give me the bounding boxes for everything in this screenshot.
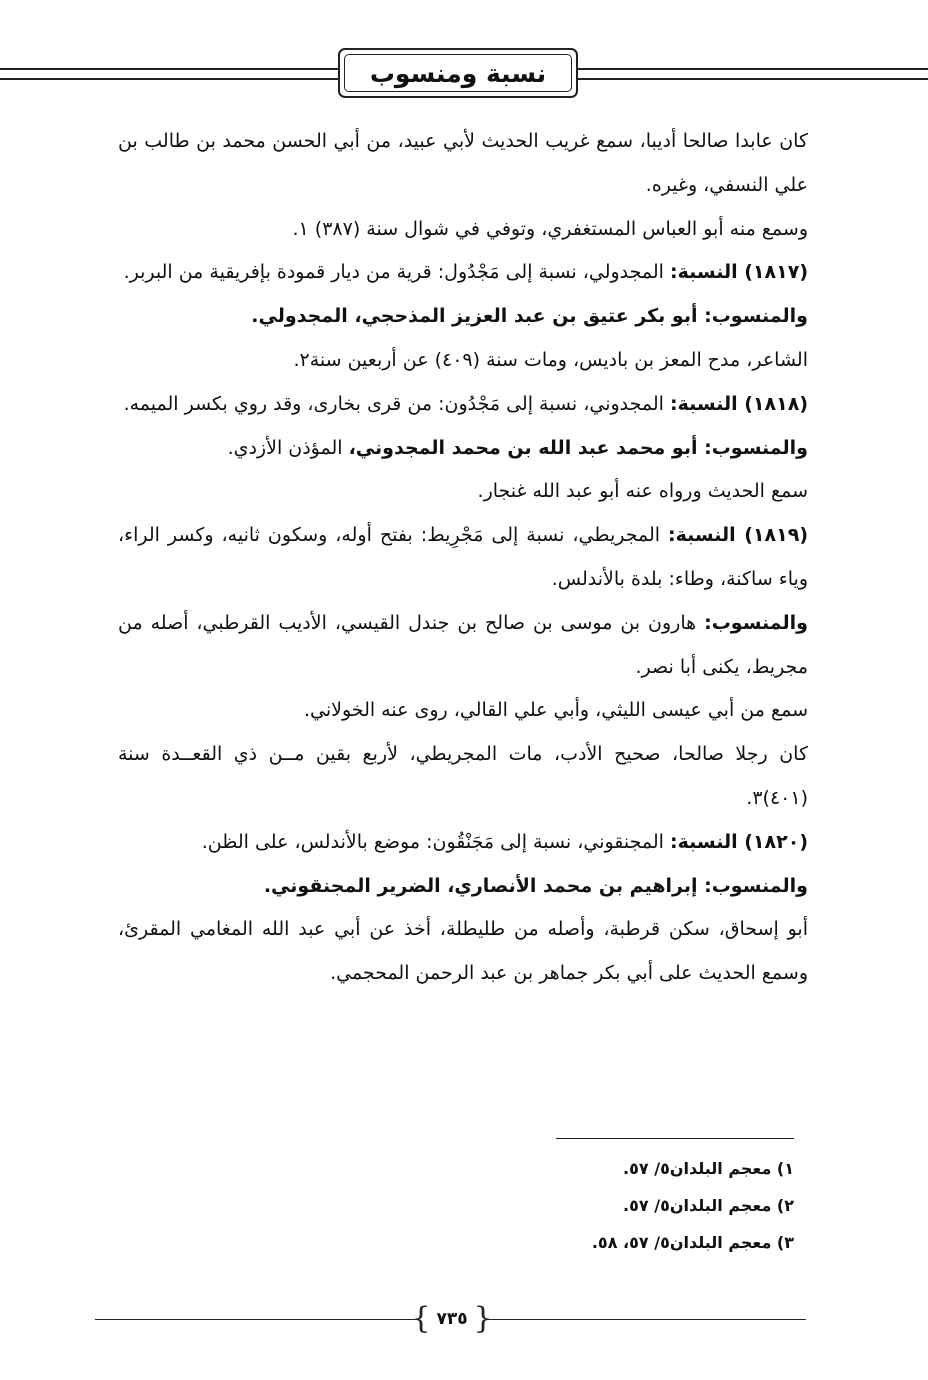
entry-1818-nisba [118, 383, 808, 427]
footnote: ٢) معجم البلدان٥/ ٥٧. [623, 1196, 794, 1215]
entry-text: المجدولي، نسبة إلى مَجْدُول: قرية من ديار قمودة بإفريقية من البربر. [123, 261, 670, 284]
entry-1817-mansub [118, 295, 808, 339]
entry-label: والمنسوب: إبراهيم بن محمد الأنصاري، الضرير المجنقوني. [263, 874, 808, 897]
entry-label: والمنسوب: أبو محمد عبد الله بن محمد المجدوني، [348, 436, 808, 459]
entry-label: (١٨٢٠) النسبة: [670, 830, 808, 853]
entry-text: المجدوني، نسبة إلى مَجْدُون: من قرى بخارى، وقد روي بكسر الميمه. [123, 392, 670, 415]
header-rule-left [0, 68, 340, 80]
entry-text: المؤذن الأزدي. [227, 436, 349, 459]
entry-text: هارون بن موسى بن صالح بن جندل القيسي، الأديب القرطبي، أصله من مجريط، يكنى أبا نصر. [118, 611, 808, 678]
entry-label: (١٨١٧) النسبة: [670, 261, 808, 284]
entry-label: والمنسوب: أبو بكر عتيق بن عبد العزيز المذحجي، المجدولي. [251, 305, 808, 328]
entry-label: (١٨١٨) النسبة: [670, 392, 808, 415]
footer-rule-right [488, 1319, 806, 1320]
entry-text: المجنقوني، نسبة إلى مَجَنْقُون: موضع بالأندلس، على الظن. [201, 830, 670, 853]
paragraph: أبو إسحاق، سكن قرطبة، وأصله من طليطلة، أخذ عن أبي عبد الله المغامي المقرئ، وسمع الحديث على أبي بكر جماهر بن عبد الرحمن المحجمي. [118, 918, 808, 985]
entry-1819-mansub [118, 602, 808, 690]
header-title: نسبة ومنسوب [369, 58, 547, 88]
header-title-box [338, 48, 578, 98]
entry-1820-mansub [118, 865, 808, 909]
brace-open-icon: { [411, 1301, 431, 1336]
page-number-box [412, 1300, 492, 1338]
entry-1820-nisba [118, 821, 808, 865]
page-number: ٧٣٥ [436, 1309, 468, 1329]
brace-close-icon: } [473, 1301, 493, 1336]
body-text [118, 120, 808, 996]
entry-1819-nisba [118, 514, 808, 602]
header-title-box-inner [344, 54, 572, 92]
footer-rule-left [95, 1319, 415, 1320]
entry-label: والمنسوب: [704, 611, 808, 634]
paragraph: سمع الحديث ورواه عنه أبو عبد الله غنجار. [477, 480, 808, 503]
entry-label: (١٨١٩) النسبة: [668, 524, 808, 547]
paragraph: كان رجلا صالحا، صحيح الأدب، مات المجريطي، لأربع بقين مــن ذي القعــدة سنة (٤٠١)٣. [118, 743, 808, 809]
paragraph: سمع من أبي عيسى الليثي، وأبي علي القالي، روى عنه الخولاني. [303, 699, 808, 722]
header-rule-right [578, 68, 928, 80]
footnote: ٣) معجم البلدان٥/ ٥٧، ٥٨. [591, 1233, 794, 1252]
paragraph: كان عابدا صالحا أديبا، سمع غريب الحديث لأبي عبيد، من أبي الحسن محمد بن طالب بن علي النسفي، وغيره. [118, 130, 808, 196]
entry-1817-nisba [118, 251, 808, 295]
entry-1818-mansub [118, 427, 808, 471]
paragraph: وسمع منه أبو العباس المستغفري، وتوفي في شوال سنة (٣٨٧) ١. [292, 217, 808, 240]
entry-text: المجريطي، نسبة إلى مَجْرِيط: بفتح أوله، وسكون ثانيه، وكسر الراء، وياء ساكنة، وطاء: بلدة بالأندلس. [118, 524, 808, 590]
footnotes [460, 1150, 794, 1261]
footnote-separator [556, 1138, 794, 1139]
footnote: ١) معجم البلدان٥/ ٥٧. [623, 1159, 794, 1178]
paragraph: الشاعر، مدح المعز بن باديس، ومات سنة (٤٠٩) عن أربعين سنة٢. [293, 348, 808, 371]
